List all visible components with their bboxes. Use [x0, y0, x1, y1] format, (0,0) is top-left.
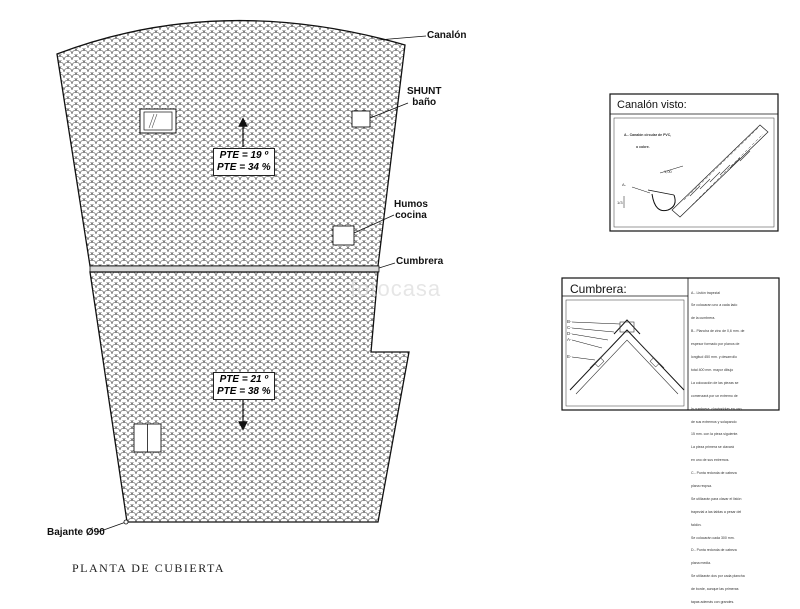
- kitchen-smoke-vent: [333, 226, 354, 245]
- lower-roof-hatch: [134, 424, 161, 452]
- detail-canalon-note: [624, 124, 671, 154]
- cumbrera-note-line: tapas además con grandes.: [691, 599, 735, 604]
- detail-cumbrera-notes: [691, 282, 745, 609]
- label-shunt: [407, 86, 441, 108]
- cumbrera-note-line: A.- Listón trapezial: [691, 290, 720, 295]
- cumbrera-note-line: B.- Plancha de zinc de 0,6 mm. de: [691, 329, 745, 334]
- detail-cumbrera-frame: [562, 278, 779, 410]
- ridge-band: [90, 266, 379, 272]
- canalon-label-a: A-: [622, 182, 626, 187]
- cumbrera-note-line: de borde, aunque las primeras: [691, 587, 739, 592]
- cumbrera-note-line: comenzará por un extremo de: [691, 393, 738, 398]
- cumbrera-note-line: longitud 450 mm. y desarrollo: [691, 355, 737, 360]
- watermark: fotocasa: [350, 276, 442, 301]
- label-cumbrera: Cumbrera: [396, 256, 444, 267]
- canalon-label-dim1: 1,00: [664, 169, 672, 174]
- cumbrera-marker: D-: [567, 331, 572, 336]
- label-humos-line1: Humos: [394, 199, 428, 210]
- canalon-note-line: A.- Canalón circular de PVC,: [624, 132, 672, 137]
- cumbrera-note-line: espesor formado por planos de: [691, 342, 740, 347]
- slope-box-upper: [213, 148, 275, 176]
- cumbrera-note-line: plana media.: [691, 561, 712, 566]
- cumbrera-note-line: trapezial a las tablas a pesar del: [691, 509, 742, 514]
- skylight: [140, 109, 176, 133]
- canalon-note-line: o cobre.: [636, 145, 650, 150]
- cumbrera-note-line: Se utilizarán dos por cada plancha: [691, 574, 745, 579]
- plan-title: PLANTA DE CUBIERTA: [72, 561, 226, 575]
- cumbrera-marker: B-: [567, 319, 572, 324]
- cumbrera-marker: E-: [567, 354, 572, 359]
- cumbrera-note-line: Se utilizarán para clavar el listón: [691, 496, 742, 501]
- label-bajante: Bajante Ø90: [47, 527, 105, 538]
- canalon-label-dim2: 1/3: [617, 200, 623, 205]
- slope-upper-degrees: PTE = 19 º: [219, 150, 269, 161]
- detail-canalon-title: Canalón visto:: [617, 99, 687, 111]
- cumbrera-note-line: D.- Punta redonda de cabeza: [691, 548, 737, 553]
- cumbrera-note-line: en uno de sus extremos.: [691, 458, 730, 463]
- label-canalon: Canalón: [427, 30, 467, 41]
- cumbrera-note-line: de la cumbrera.: [691, 316, 716, 321]
- detail-cumbrera-title: Cumbrera:: [570, 282, 627, 296]
- cumbrera-note-line: 15 mm. con la pieza siguiente.: [691, 432, 739, 437]
- cumbrera-note-line: C.- Punta redonda de cabeza: [691, 471, 737, 476]
- slope-lower-degrees: PTE = 21 º: [219, 374, 269, 385]
- leader-canalon: [378, 36, 426, 40]
- cumbrera-marker: A-: [567, 337, 572, 342]
- downpipe-marker: [124, 520, 128, 524]
- label-shunt-line1: SHUNT: [407, 86, 442, 97]
- cumbrera-note-line: la cumbrera, clavándolas en uno: [691, 406, 742, 411]
- label-shunt-line2: baño: [412, 97, 437, 108]
- leader-cumbrera: [379, 263, 395, 268]
- slope-upper-percent: PTE = 34 %: [217, 162, 271, 173]
- cumbrera-note-line: faldón.: [691, 522, 702, 527]
- cumbrera-marker: C-: [567, 325, 572, 330]
- cumbrera-note-line: La colocación de las piezas se: [691, 380, 739, 385]
- label-humos-cocina: [394, 199, 428, 221]
- cumbrera-note-line: Se colocaran uno a cada lado: [691, 303, 738, 308]
- cumbrera-note-line: Se colocarán cada 300 mm.: [691, 535, 735, 540]
- slope-box-lower: [213, 372, 275, 400]
- cumbrera-note-line: de sus extremos y solapando: [691, 419, 737, 424]
- detail-canalon-frame: [610, 94, 778, 231]
- cumbrera-note-line: plana recpsa.: [691, 483, 713, 488]
- shunt-vent: [352, 111, 370, 127]
- cumbrera-note-line: total 400 mm. mayor dibujo: [691, 367, 734, 372]
- label-humos-line2: cocina: [395, 210, 427, 221]
- slope-lower-percent: PTE = 38 %: [217, 386, 271, 397]
- cumbrera-note-line: La pieza primera se clavará: [691, 445, 734, 450]
